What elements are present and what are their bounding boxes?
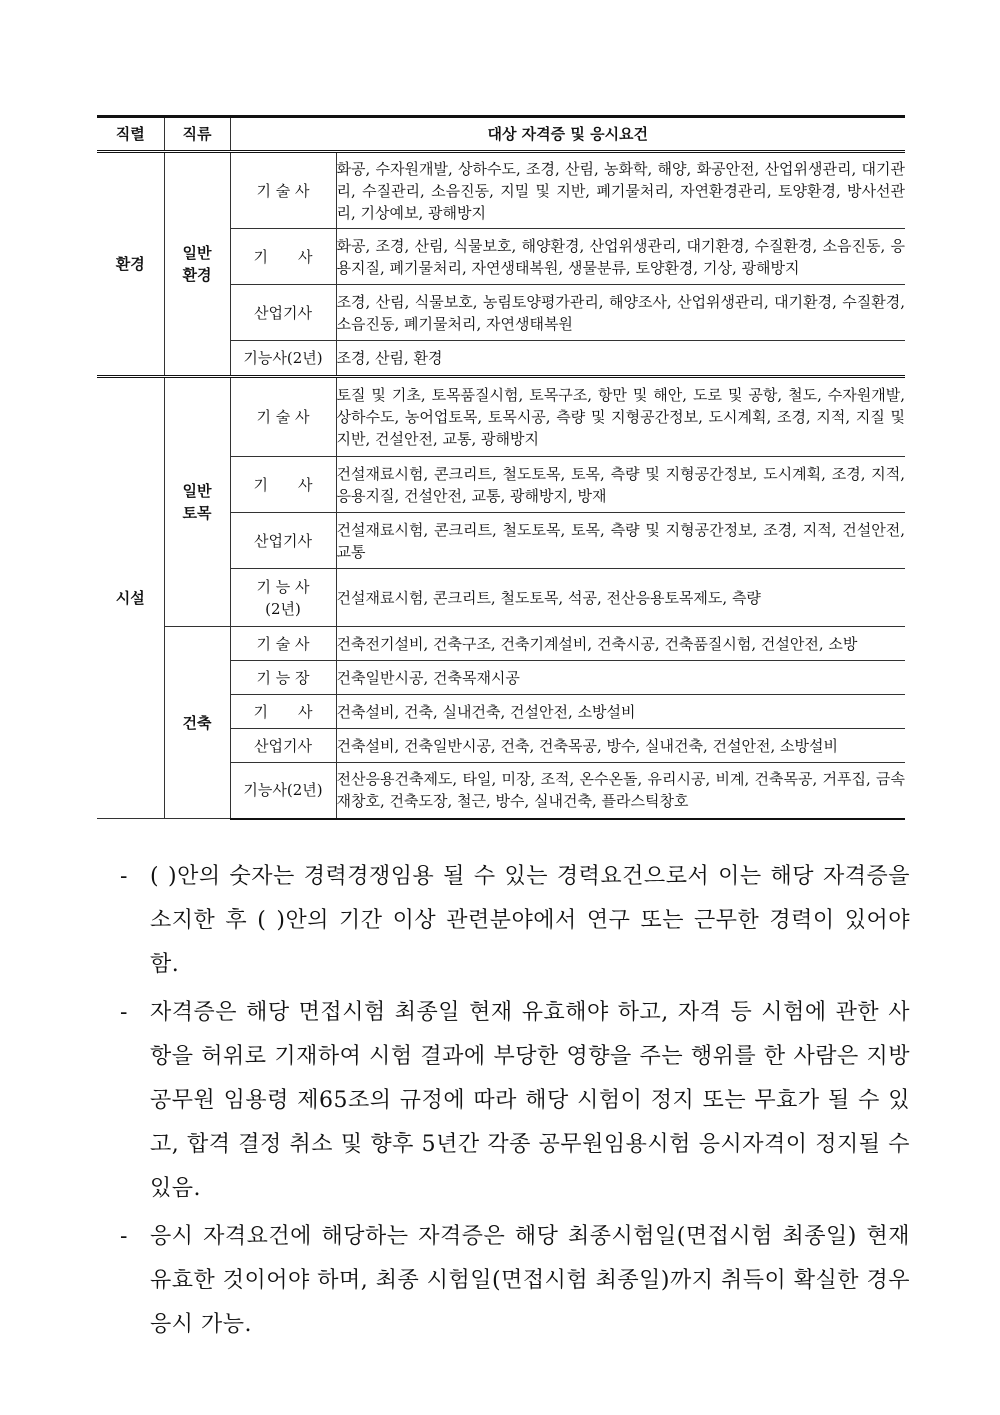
note-item	[120, 991, 910, 1211]
quals-cell: 건축설비, 건축, 실내건축, 건설안전, 소방설비	[336, 695, 905, 729]
note-item	[120, 855, 910, 987]
series-env: 환경	[97, 152, 164, 377]
quals-cell: 건축설비, 건축일반시공, 건축, 건축목공, 방수, 실내건축, 건설안전, 소방설비	[336, 729, 905, 763]
qualification-table	[97, 115, 905, 820]
series-facility: 시설	[97, 377, 164, 819]
quals-cell: 건설재료시험, 콘크리트, 철도토목, 석공, 전산응용토목제도, 측량	[336, 569, 905, 627]
grade-cell: 기 능 장	[230, 661, 336, 695]
grade-cell: 기 술 사	[230, 152, 336, 229]
class-architecture: 건축	[164, 627, 230, 819]
note-text: ( )안의 숫자는 경력경쟁임용 될 수 있는 경력요건으로서 이는 해당 자격증을 소지한 후 ( )안의 기간 이상 관련분야에서 연구 또는 근무한 경력이 있어야 함.	[150, 864, 910, 977]
table-header-row	[97, 117, 905, 152]
note-dash: -	[120, 1000, 128, 1025]
quals-cell: 건축전기설비, 건축구조, 건축기계설비, 건축시공, 건축품질시험, 건설안전, 소방	[336, 627, 905, 661]
grade-cell: 기 사	[230, 695, 336, 729]
class-general-env: 일반 환경	[164, 152, 230, 377]
note-dash: -	[120, 864, 128, 889]
table-row	[97, 377, 905, 457]
header-class: 직류	[164, 117, 230, 152]
table-row	[97, 627, 905, 661]
grade-cell: 기능사(2년)	[230, 763, 336, 819]
grade-cell: 기 사	[230, 457, 336, 513]
quals-cell: 토질 및 기초, 토목품질시험, 토목구조, 항만 및 해안, 도로 및 공항, 철도, 수자원개발, 상하수도, 농어업토목, 토목시공, 측량 및 지형공간정보, 도시계획, 조경, 지적, 지질 및 지반, 건설안전, 교통, 광해방지	[336, 377, 905, 457]
note-item	[120, 1215, 910, 1347]
class-general-civil: 일반 토목	[164, 377, 230, 627]
note-dash: -	[120, 1224, 128, 1249]
notes-section	[120, 855, 910, 1351]
header-requirements: 대상 자격증 및 응시요건	[230, 117, 905, 152]
quals-cell: 화공, 조경, 산림, 식물보호, 해양환경, 산업위생관리, 대기환경, 수질환경, 소음진동, 응용지질, 폐기물처리, 자연생태복원, 생물분류, 토양환경, 기상, 광해방지	[336, 229, 905, 285]
grade-cell: 기 사	[230, 229, 336, 285]
grade-cell: 산업기사	[230, 285, 336, 341]
quals-cell: 조경, 산림, 환경	[336, 341, 905, 377]
quals-cell: 건설재료시험, 콘크리트, 철도토목, 토목, 측량 및 지형공간정보, 도시계획, 조경, 지적, 응용지질, 건설안전, 교통, 광해방지, 방재	[336, 457, 905, 513]
quals-cell: 건설재료시험, 콘크리트, 철도토목, 토목, 측량 및 지형공간정보, 조경, 지적, 건설안전, 교통	[336, 513, 905, 569]
quals-cell: 건축일반시공, 건축목재시공	[336, 661, 905, 695]
quals-cell: 화공, 수자원개발, 상하수도, 조경, 산림, 농화학, 해양, 화공안전, 산업위생관리, 대기관리, 수질관리, 소음진동, 지밀 및 지반, 폐기물처리, 자연환경관리, 토양환경, 방사선관리, 기상예보, 광해방지	[336, 152, 905, 229]
grade-cell: 산업기사	[230, 729, 336, 763]
table-row	[97, 152, 905, 229]
grade-cell: 기 술 사	[230, 627, 336, 661]
note-text: 자격증은 해당 면접시험 최종일 현재 유효해야 하고, 자격 등 시험에 관한 사항을 허위로 기재하여 시험 결과에 부당한 영향을 주는 행위를 한 사람은 지방공무원 임용령 제65조의 규정에 따라 해당 시험이 정지 또는 무효가 될 수 있고, 합격 결정 취소 및 향후 5년간 각종 공무원임용시험 응시자격이 정지될 수 있음.	[150, 1000, 910, 1201]
note-text: 응시 자격요건에 해당하는 자격증은 해당 최종시험일(면접시험 최종일) 현재 유효한 것이어야 하며, 최종 시험일(면접시험 최종일)까지 취득이 확실한 경우 응시 가능.	[150, 1224, 910, 1337]
grade-cell: 기능사(2년)	[230, 341, 336, 377]
header-series: 직렬	[97, 117, 164, 152]
grade-cell: 기 능 사 (2년)	[230, 569, 336, 627]
quals-cell: 전산응용건축제도, 타일, 미장, 조적, 온수온돌, 유리시공, 비계, 건축목공, 거푸집, 금속재창호, 건축도장, 철근, 방수, 실내건축, 플라스틱창호	[336, 763, 905, 819]
quals-cell: 조경, 산림, 식물보호, 농림토양평가관리, 해양조사, 산업위생관리, 대기환경, 수질환경, 소음진동, 폐기물처리, 자연생태복원	[336, 285, 905, 341]
grade-cell: 기 술 사	[230, 377, 336, 457]
grade-cell: 산업기사	[230, 513, 336, 569]
